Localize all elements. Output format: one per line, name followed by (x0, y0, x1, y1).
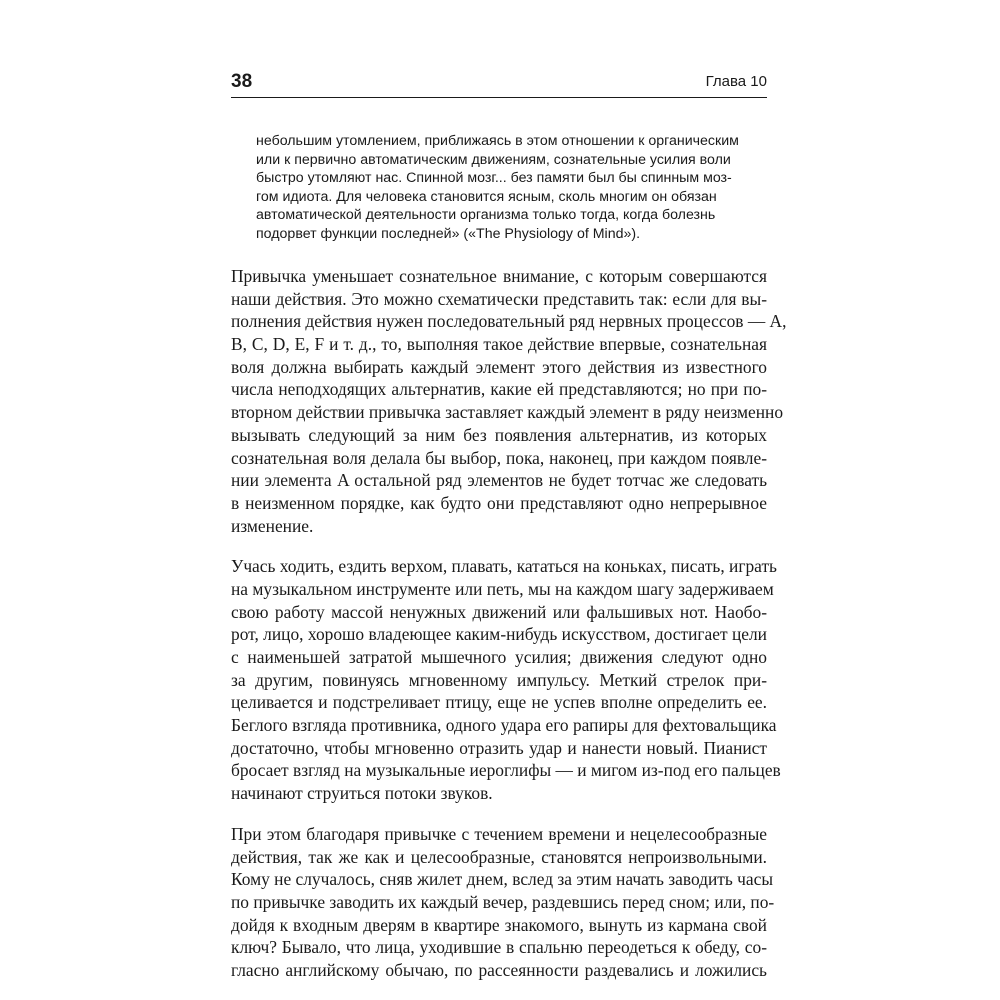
text-line: с наименьшей затратой мышечного усилия; движения следуют одно (231, 647, 767, 667)
text-line: Кому не случалось, сняв жилет днем, вслед за этим начать заводить часы (231, 869, 774, 890)
text-line: целивается и подстреливает птицу, еще не успев вполне определить ее. (231, 692, 767, 713)
text-line: вторном действии привычка заставляет каждый элемент в ряду неизменно (231, 402, 784, 423)
paragraph (231, 555, 781, 805)
quote-line: быстро утомляют нас. Спинной мозг... без памяти был бы спинным моз- (256, 170, 732, 187)
text-line: гласно английскому обычаю, по рассеянности раздевались и ложились (231, 959, 767, 980)
text-line: дойдя к входным дверям в квартире знакомого, вынуть из кармана свой (231, 914, 767, 935)
text-line: B, C, D, E, F и т. д., то, выполняя такое действие впервые, сознательная (231, 334, 767, 355)
quote-line: гом идиота. Для человека становится ясным, сколь многим он обязан (256, 188, 717, 205)
text-line: вызывать следующий за ним без появления альтернатив, из которых (231, 424, 767, 445)
text-line: достаточно, чтобы мгновенно отразить удар и нанести новый. Пианист (231, 737, 767, 758)
text-line: за другим, повинуясь мгновенному импульсу. Меткий стрелок при- (231, 669, 767, 690)
text-line: действия, так же как и целесообразные, становятся непроизвольными. (231, 846, 767, 867)
text-line: свою работу массой ненужных движений или фальшивых нот. Наобо- (231, 601, 767, 622)
paragraph (231, 823, 775, 982)
page-number: 38 (231, 71, 253, 92)
text-line: нии элемента A остальной ряд элементов не будет тотчас же следовать (231, 470, 767, 491)
text-line: по привычке заводить их каждый вечер, раздевшись перед сном; или, по- (231, 891, 775, 912)
text-line: бросает взгляд на музыкальные иероглифы — и мигом из-под его пальцев (231, 760, 781, 781)
page-header (231, 70, 767, 96)
quote-line: подорвет функции последней» («The Physiology of Mind»). (256, 225, 641, 242)
quote-line: автоматической деятельности организма только тогда, когда болезнь (256, 207, 716, 224)
text-line: рот, лицо, хорошо владеющее каким-нибудь искусством, достигает цели (231, 624, 767, 645)
text-line: на музыкальном инструменте или петь, мы на каждом шагу задерживаем (231, 578, 774, 599)
body-text (231, 265, 787, 1000)
quote-block (256, 132, 766, 244)
text-line: При этом благодаря привычке с течением времени и нецелесообразные (231, 823, 767, 844)
quote-line: небольшим утомлением, приближаясь в этом отношении к органическим (256, 133, 739, 149)
text-line: Привычка уменьшает сознательное внимание, с которым совершаются (231, 266, 767, 286)
chapter-title: Глава 10 (705, 73, 767, 90)
text-line: начинают струиться потоки звуков. (231, 783, 493, 804)
text-line: ключ? Бывало, что лица, уходившие в спальню переодеться к обеду, со- (231, 937, 767, 958)
text-line: в неизменном порядке, как будто они представляют одно непрерывное (231, 492, 767, 513)
text-line: полнения действия нужен последовательный ряд нервных процессов — A, (231, 311, 787, 332)
text-line: Учась ходить, ездить верхом, плавать, кататься на коньках, писать, играть (231, 556, 777, 577)
quote-line: или к первично автоматическим движениям, сознательные усилия воли (256, 151, 731, 168)
text-line: числа неподходящих альтернатив, какие ей представляются; но при по- (231, 379, 767, 400)
text-line: воля должна выбирать каждый элемент этого действия из известного (231, 356, 767, 377)
text-line: Беглого взгляда противника, одного удара его рапиры для фехтовальщика (231, 715, 777, 736)
paragraph (231, 265, 787, 537)
text-line: изменение. (231, 515, 314, 536)
text-line: сознательная воля делала бы выбор, пока, наконец, при каждом появле- (231, 447, 767, 468)
header-divider (231, 97, 767, 98)
text-line: наши действия. Это можно схематически представить так: если для вы- (231, 288, 767, 309)
